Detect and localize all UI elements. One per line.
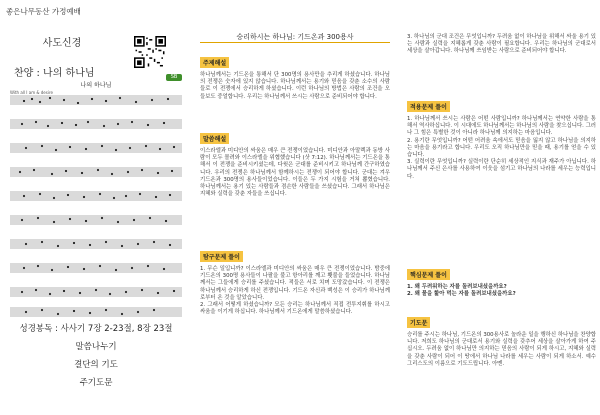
section-body: 1. 왜 두려워하는 자를 돌려보내셨을까요? 2. 왜 물을 핥아 먹는 자를 돌려보내셨을까요? [407,284,516,298]
sermon-sharing: 말씀나누기 [75,342,117,352]
sheet-subtitle: With all I am & desire [10,90,53,95]
section-heading: 탐구문제 풀이 [200,251,243,262]
section-body: 승리를 주시는 하나님, 기드온의 300용사로 놀라운 일을 행하신 하나님을 찬양합니다. 저희도 하나님의 군대로서 용기와 실력을 갖추어 세상을 살아가게 하여 주십시오. 두려움 없이 하나님만 의지하는 믿음의 사람이 되게 하시고, 지혜와 실력을 갖춘 사람이 되어 이 땅에서 하나님 나라를 세우는 사람이 되게 하소서. 예수 그리스도의 이름으로 기도드립니다. 아멘. [407,332,596,367]
page-header [0,0,600,22]
study-title: 승리하시는 하나님: 기드온과 300용사 [236,33,354,41]
study-column [200,22,390,410]
music-staves [8,80,184,320]
section-body: 이스라엘과 미디안의 싸움은 매우 큰 전쟁이었습니다. 미디안과 아말렉과 동방 사람이 모두 몰려와 이스라엘을 위협했습니다 (삿 7:12). 하나님께서는 기드온을 통해서 이 전쟁을 준비시키셨는데, 다윗은 군대를 준비시키고 하나님께 간구하였습니다. 우리의 전쟁은 하나님께서 함께하시는 전쟁이 되어야 합니다. 군대는 겨우 기드온과 300명의 용사들이었습니다. 이들은 두 가지 시험을 거쳐 뽑혔습니다. 하나님께서는 용기 있는 사람들과 겸손한 사람들을 쓰셨습니다. 그래서 하나님은 지혜와 실력을 갖춘 자들을 쓰십니다. [200,148,390,198]
section-apply [407,94,596,181]
sheet-title: 나의 하나님 [80,82,112,89]
section-heading: 말씀해설 [200,133,229,144]
section-heading: 적용문제 풀이 [407,101,450,112]
sheet-music [8,80,184,320]
section-theme [200,50,390,101]
section-explore [200,244,390,316]
hymn-title: 찬양 : 나의 하나님 [14,68,95,79]
qr-code-icon[interactable] [134,36,166,68]
section-core [407,262,596,298]
bible-reading: 성경봉독 : 사사기 7장 2-23절, 8장 23절 [19,324,173,334]
app-logo: SB [166,74,182,81]
intro-text: 3. 하나님의 군대 조건은 무엇입니까? 두려움 없이 하나님을 위해서 싸울 용기 있는 사람과 실력을 지혜롭게 갖춘 사람이 필요합니다. 우리는 하나님의 군대로서 세상을 살아갑니다. 하나님께 쓰임받는 사람으로 준비되어야 합니다. [407,34,596,55]
worship-order-column [6,22,186,410]
application-column [407,22,596,410]
decision-prayer: 결단의 기도 [74,360,118,370]
section-heading: 주제해설 [200,57,229,68]
section-heading: 핵심문제 풀이 [407,269,450,280]
section-body: 하나님께서는 기드온을 통해서 단 300명의 용사만을 추리게 하셨습니다. 하나님의 전쟁은 숫자에 있지 않습니다. 하나님께서는 용기와 믿음을 갖춘 소수의 사람들로 이 전쟁에서 승리하게 하셨습니다. 이런 하나님의 방법은 사람의 조건을 오들보도 중얼합니다. 우리는 하나님께서 쓰시는 사람으로 준비되어야 합니다. [200,72,390,100]
title-divider [200,42,390,43]
section-prayer [407,310,596,368]
header-title: 좋은나무동산 가정예배 [6,7,81,16]
creed-title: 사도신경 [42,38,82,49]
section-body: 1. 무슨 일입니까? 이스라엘과 미디안의 싸움은 매우 큰 전쟁이었습니다. 밤중에 기드온의 300명 용사들이 나팔을 불고 항아리를 깨고 횃불을 들었습니다. 하나님께서는 그들에게 승리를 주셨습니다. 적들은 서로 치며 도망갔습니다. 이 전쟁은 하나님께서 승리하게 하신 전쟁입니다. 기드온 자신과 백성은 이 승리가 하나님께로부터 온 것을 알았습니다. 2. 그래서 어떻게 하셨습니까? 모든 승리는 하나님께서 직접 전투지휘를 하시고 싸움을 이기게 하십니다. 하나님께서 기드온에게 말씀하셨습니다. [200,266,390,316]
section-heading: 기도문 [407,317,430,328]
lords-prayer: 주기도문 [79,378,113,388]
section-body: 1. 하나님께서 쓰시는 사람은 어떤 사람입니까? 하나님께서는 연약한 사람을 통해서 역사하십니다. 이 시대에도 하나님께서는 하나님의 사람을 찾으십니다. 그러나 그 힘은 특별한 것이 아니라 하나님께 의지하는 마음입니다. 2. 용기란 무엇입니까? 어떤 어려움 속에서도 믿음을 잃지 않고 하나님을 의지하는 마음을 용기라고 합니다. 우리도 오직 하나님만을 믿을 때, 용기를 얻을 수 있습니다. 3. 실력이란 무엇입니까? 실력이란 단순히 세상적인 지식과 재주가 아닙니다. 하나님께서 주신 은사를 사용하여 이웃을 섬기고 하나님의 나라를 세우는 능력입니다. [407,116,596,180]
section-commentary [200,126,390,198]
